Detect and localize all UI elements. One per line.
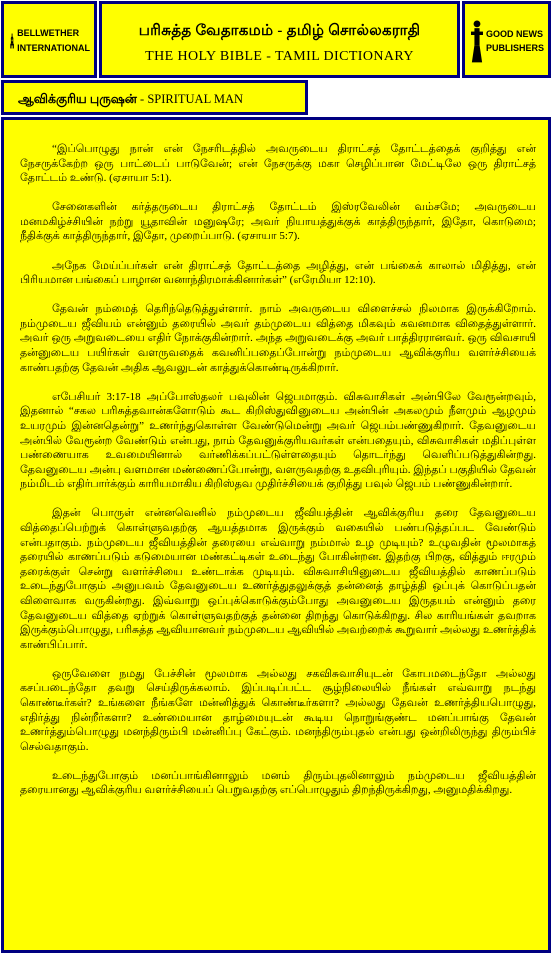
goodnews-logo-box — [462, 1, 551, 78]
heading-english: SPIRITUAL MAN — [147, 92, 244, 106]
article-body — [20, 142, 536, 813]
section-heading — [18, 92, 243, 108]
goodnews-logo — [471, 12, 544, 69]
heading-separator: - — [136, 92, 148, 106]
article-box — [1, 117, 551, 953]
title-english: THE HOLY BIBLE - TAMIL DICTIONARY — [145, 49, 414, 64]
bellwether-logo-box — [1, 1, 97, 78]
left-logo-line1: BELLWETHER — [17, 27, 80, 38]
bell-tower-icon — [10, 16, 14, 66]
title-banner — [99, 1, 460, 78]
paragraph-2: சேனைகளின் கர்த்தருடைய திராட்சத் தோட்டம் இஸ்ரவேலின் வம்சமே; அவருடைய மனமகிழ்ச்சியின் நற்று யூதாவின் மனுஷரே; அவர் நியாயத்துக்குக் காத்திருந்தார், இதோ, கொடுமை; நீதிக்குக் காத்திருந்தார், இதோ, முறைப்பாடு. (ஏசாயா 5:7). — [20, 201, 536, 243]
paragraph-6: இதன் பொருள் என்னவெனில் நம்முடைய ஜீவியத்தின் ஆவிக்குரிய தரை தேவனுடைய வித்தைப்பெற்றுக் கொள்ளுவதற்கு ஆயத்தமாக இருக்கும் வகையில் பண்படுத்தப்பட வேண்டும் என்பதாகும். நம்முடைய ஜீவியத்தின் தரையை எவ்வாறு நம்மால் உழ முடியும்? உழுவதின் மூலமாகத் தரையில் காணப்படும் கடுமையான மண்கட்டிகள் உடைந்து போகின்றன. இதற்கு பிறகு, வித்தும் ஈரமும் தரைக்குள் சென்று வளர்ச்சியை உண்டாக்க முடியும். விசுவாசியினுடைய ஜீவியத்தில் காணப்படும் உடைந்துபோகும் அனுபவம் தேவனுடைய உணர்த்துதலுக்குத் தன்னைத் தாழ்த்தி ஒப்புக் கொடுப்பதன் விளைவாக வருகின்றது. இவ்வாறு ஒப்புக்கொடுக்கும்போது அவனுடைய இருதயம் என்னும் தரை தேவனுடைய வித்தை ஏற்றுக் கொள்ளுவதற்குத் தன்னை திறந்து கொடுக்கிறது. சில காரியங்கள் தவறாக இருக்கும்பொழுது, பரிசுத்த ஆவியானவர் நம்முடைய ஆவியில் அவற்றைக் கூறுவார் அல்லது உணர்த்திக் காண்பிப்பார். — [20, 507, 536, 651]
scroll-figure-icon — [471, 16, 483, 66]
title-tamil: பரிசுத்த வேதாகமம் - தமிழ் சொல்லகராதி — [138, 23, 421, 39]
bellwether-logo — [10, 12, 90, 69]
right-logo-line2: PUBLISHERS — [485, 42, 544, 53]
paragraph-4: தேவன் நம்மைத் தெரிந்தெடுத்துள்ளார். நாம் அவருடைய விளைச்சல் நிலமாக இருக்கிறோம். நம்முடைய ஜீவியம் என்னும் தரையில் அவர் தம்முடைய வித்தை மிகவும் கவனமாக விதைத்துள்ளார். அவர் ஒரு அறுவடையை எதிர் நோக்குகின்றார். அந்த அறுவடைக்கு அவர் பாத்திரரானவர். ஒரு விவசாயி தன்னுடைய பயிர்கள் வளருவதைக் கவனிப்பதைப்போன்று நம்முடைய ஆவிக்குரிய வளர்ச்சியைக் காண்பதற்கு தேவன் அதிக ஆவலுடன் காத்துக்கொண்டிருக்கிறார். — [20, 303, 536, 374]
paragraph-3: அநேக மேய்ப்பர்கள் என் திராட்சத் தோட்டத்தை அழித்து, என் பங்கைக் காலால் மிதித்து, என் பிரியமான பங்கைப் பாழான வனாந்திரமாக்கினார்கள்” (எரேமியா 12:10). — [20, 259, 536, 287]
heading-tamil: ஆவிக்குரிய புருஷன் — [18, 92, 137, 106]
paragraph-7: ஒருவேளை நமது பேச்சின் மூலமாக அல்லது சகவிசுவாசியுடன் கோபமடைந்தோ அல்லது கசப்படைந்தோ தவறு செய்திருக்கலாம். இப்படிப்பட்ட சூழ்நிலையில் நீங்கள் எவ்வாறு நடந்து கொண்டீர்கள்? உங்களை நீங்களே மன்னித்துக் கொண்டீர்களா? அல்லது தேவன் உணர்த்தியபொழுது, எதிர்த்து நின்றீர்களா? உண்மையான தாழ்மையுடன் கூடிய நொறுங்குண்ட மனப்பாங்கு தேவன் உணர்த்தும்பொழுது மனந்திரும்பி மன்னிப்பு கேட்கும். மனந்திரும்புதல் என்பது ஒன்றிலிருந்து திரும்பிச் செல்வதாகும். — [20, 667, 536, 753]
paragraph-1: “இப்பொழுது நான் என் நேசரிடத்தில் அவருடைய திராட்சத் தோட்டத்தைக் குறித்து என் நேசருக்கேற்ற ஒரு பாட்டைப் பாடுவேன்; என் நேசருக்கு மகா செழிப்பான மேட்டிலே ஒரு திராட்சத் தோட்டம் உண்டு. (ஏசாயா 5:1). — [20, 143, 536, 185]
paragraph-5: எபேசியர் 3:17-18 அப்போஸ்தலர் பவுலின் ஜெபமாகும். விசுவாசிகள் அன்பிலே வேரூன்றவும், இதனால் “சகல பரிசுத்தவான்களோடும் கூட கிறிஸ்துவினுடைய அன்பின் அகலமும் நீளமும் ஆழமும் உயரமும் இன்னதென்று” உணர்ந்துகொள்ள வேண்டுமென்று அவர் ஜெபம்பண்ணுகிறார். தேவனுடைய அன்பில் வேரூன்ற வேண்டும் என்பது, நாம் தேவனுக்குரியவர்கள் என்பதையும், விசுவாசிகள் மதிப்புள்ள பண்ணையாக உவமையினால் வர்ணிக்கப்பட்டுள்ளதையும் தொடர்ந்து வெளிப்படுத்துகின்றது. தேவனுடைய அன்பு வளமான மண்ணைப்போன்று, வளருவதற்கு உதவிபுரியும். இந்தப் பகுதியில் தேவன் நம்மிடம் எதிர்பார்க்கும் காரியமாகிய கிறிஸ்தவ முதிர்ச்சியைக் குறித்து பவுல் ஜெபம் பண்ணுகின்றார். — [20, 390, 536, 491]
paragraph-8: உடைந்துபோகும் மனப்பாங்கினாலும் மனம் திரும்புதலினாலும் நம்முடைய ஜீவியத்தின் தரையானது ஆவிக்குரிய வளர்ச்சியைப் பெறுவதற்கு எப்பொழுதும் திறந்திருக்கிறது, அனுமதிக்கிறது. — [20, 769, 536, 797]
left-logo-line2: INTERNATIONAL — [17, 42, 90, 53]
section-heading-box — [1, 80, 308, 115]
right-logo-line1: GOOD NEWS — [485, 28, 543, 39]
